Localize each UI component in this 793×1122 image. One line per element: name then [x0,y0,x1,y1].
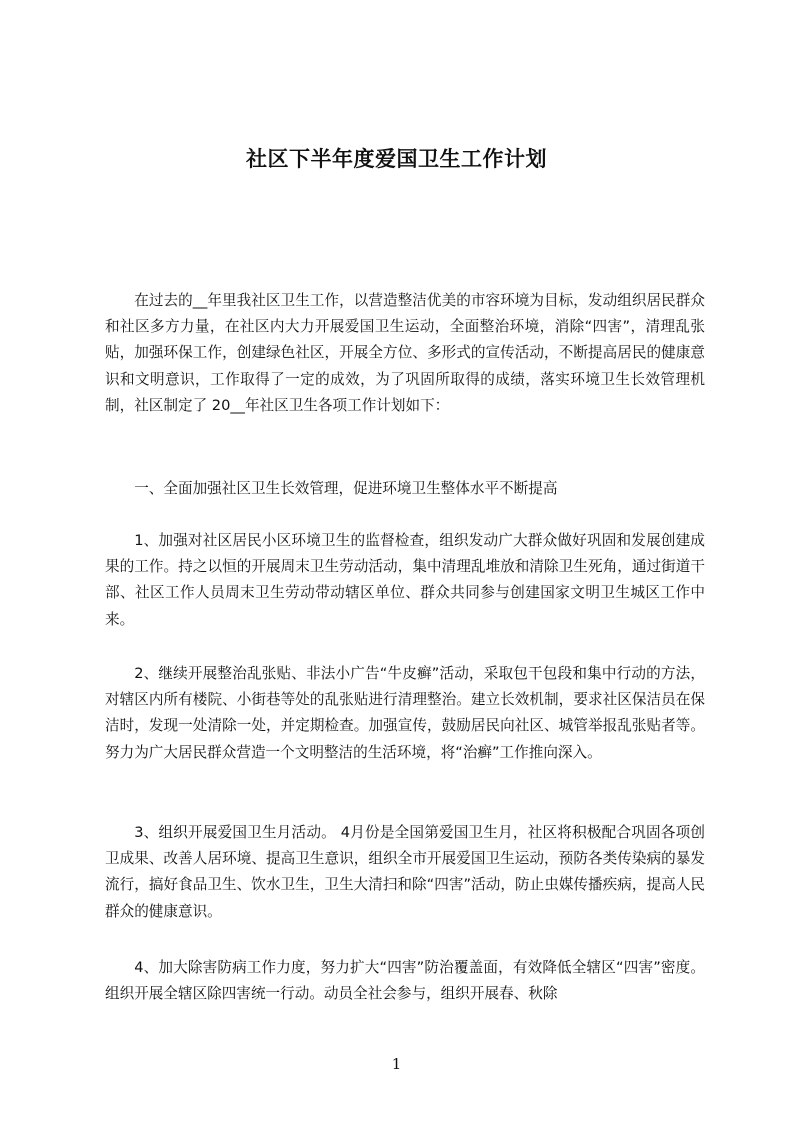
intro-paragraph: 在过去的__年里我社区卫生工作，以营造整洁优美的市容环境为目标，发动组织居民群众和社区多方力量，在社区内大力开展爱国卫生运动，全面整治环境，消除“四害”，清理乱张贴，加强环保工作，创建绿色社区，开展全方位、多形式的宣传活动，不断提高居民的健康意识和文明意识，工作取得了一定的成效，为了巩固所取得的成绩，落实环境卫生长效管理机制，社区制定了 20__年社区卫生各项工作计划如下： [105,292,705,414]
section-heading-block [105,476,705,502]
item-4-block [105,955,705,1007]
section-heading: 一、全面加强社区卫生长效管理，促进环境卫生整体水平不断提高 [134,480,558,497]
page-number: 1 [391,1055,402,1073]
item-3-block [105,820,705,925]
list-item-3: 3、组织开展爱国卫生月活动。 4月份是全国第爱国卫生月，社区将积极配合巩固各项创卫成果、改善人居环境、提高卫生意识，组织全市开展爱国卫生运动，预防各类传染病的暴发流行，搞好食品卫生、饮水卫生，卫生大清扫和除“四害”活动，防止虫媒传播疾病，提高人民群众的健康意识。 [105,824,705,920]
list-item-1: 1、加强对社区居民小区环境卫生的监督检查，组织发动广大群众做好巩固和发展创建成果的工作。持之以恒的开展周末卫生劳动活动，集中清理乱堆放和清除卫生死角，通过街道干部、社区工作人员周末卫生劳动带动辖区单位、群众共同参与创建国家文明卫生城区工作中来。 [105,532,705,628]
list-item-2: 2、继续开展整治乱张贴、非法小广告“牛皮癣”活动，采取包干包段和集中行动的方法，对辖区内所有楼院、小街巷等处的乱张贴进行清理整治。建立长效机制，要求社区保洁员在保洁时，发现一处清除一处，并定期检查。加强宣传，鼓励居民向社区、城管举报乱张贴者等。努力为广大居民群众营造一个文明整洁的生活环境，将“治癣”工作推向深入。 [105,665,705,761]
document-title: 社区下半年度爱国卫生工作计划 [246,147,547,171]
item-1-block [105,528,705,633]
item-2-block [105,661,705,766]
intro-paragraph-block [105,288,705,419]
list-item-4: 4、加大除害防病工作力度，努力扩大“四害”防治覆盖面，有效降低全辖区“四害”密度。组织开展全辖区除四害统一行动。动员全社会参与，组织开展春、秋除 [105,959,705,1003]
